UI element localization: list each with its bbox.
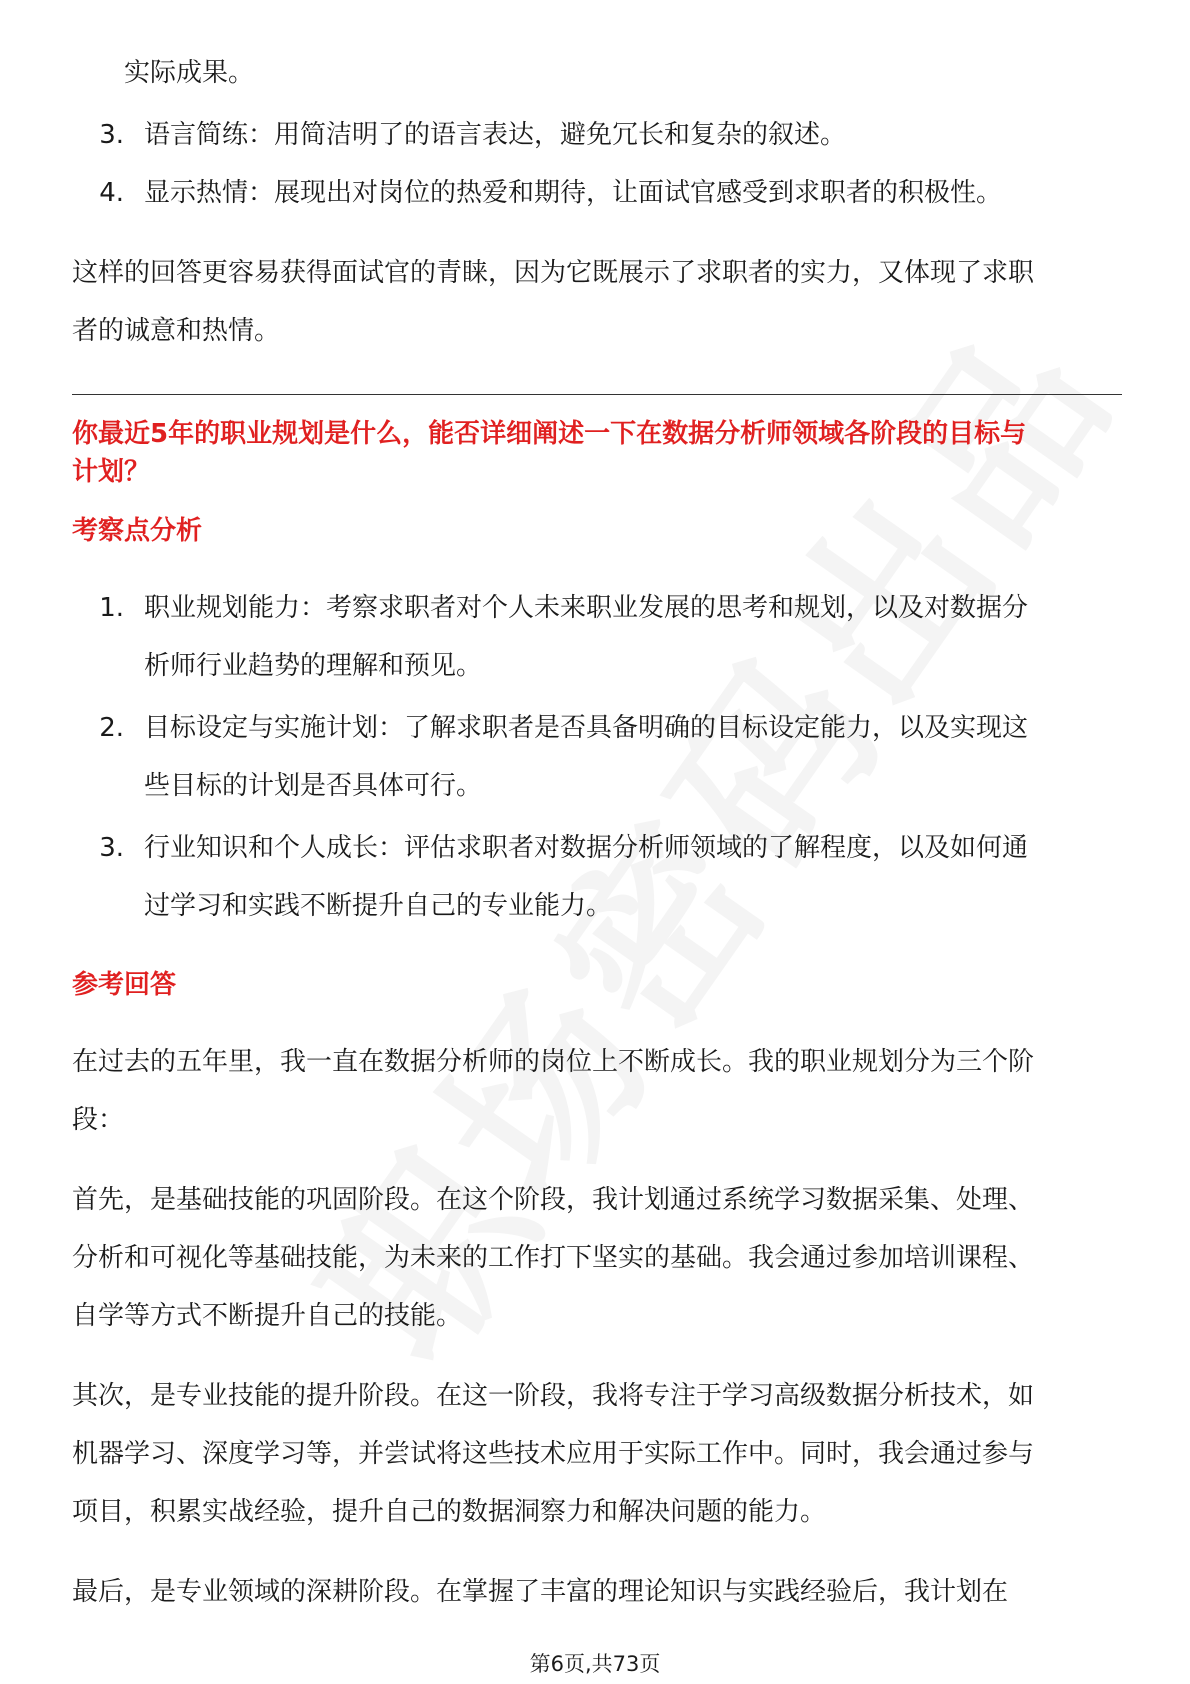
list-item [72, 106, 1122, 164]
list-number: 1. [99, 593, 124, 623]
answer-paragraph: 最后，是专业领域的深耕阶段。在掌握了丰富的理论知识与实践经验后，我计划在 [72, 1577, 1009, 1607]
analysis-list [72, 579, 1032, 935]
page-number: 第6页,共73页 [529, 1652, 661, 1676]
analysis-heading: 考察点分析 [72, 516, 203, 546]
list-continuation: 实际成果。 [124, 58, 255, 88]
list-item [72, 699, 1032, 815]
answer-paragraph: 在过去的五年里，我一直在数据分析师的岗位上不断成长。我的职业规划分为三个阶段： [72, 1047, 1035, 1135]
list-number: 2. [99, 713, 124, 743]
list-text: 语言简练：用简洁明了的语言表达，避免冗长和复杂的叙述。 [144, 120, 847, 150]
answer-paragraph: 首先，是基础技能的巩固阶段。在这个阶段，我计划通过系统学习数据采集、处理、分析和可视化等基础技能，为未来的工作打下坚实的基础。我会通过参加培训课程、自学等方式不断提升自己的技能。 [72, 1185, 1035, 1331]
answer-heading: 参考回答 [72, 970, 177, 1000]
list-text: 目标设定与实施计划：了解求职者是否具备明确的目标设定能力，以及实现这些目标的计划是否具体可行。 [144, 713, 1029, 801]
list-text: 职业规划能力：考察求职者对个人未来职业发展的思考和规划，以及对数据分析师行业趋势的理解和预见。 [144, 593, 1029, 681]
list-text: 行业知识和个人成长：评估求职者对数据分析师领域的了解程度，以及如何通过学习和实践不断提升自己的专业能力。 [144, 833, 1029, 921]
tips-list [72, 106, 1122, 222]
list-item [72, 579, 1032, 695]
list-text: 显示热情：展现出对岗位的热爱和期待，让面试官感受到求职者的积极性。 [144, 178, 1003, 208]
list-number: 3. [99, 833, 124, 863]
question-title: 你最近5年的职业规划是什么，能否详细阐述一下在数据分析师领域各阶段的目标与计划？ [72, 419, 1027, 487]
answer-paragraph: 其次，是专业技能的提升阶段。在这一阶段，我将专注于学习高级数据分析技术，如机器学习、深度学习等，并尝试将这些技术应用于实际工作中。同时，我会通过参与项目，积累实战经验，提升自己的数据洞察力和解决问题的能力。 [72, 1381, 1035, 1527]
list-item [72, 164, 1122, 222]
list-number: 4. [99, 178, 124, 208]
list-item [72, 819, 1032, 935]
summary-paragraph: 这样的回答更容易获得面试官的青睐，因为它既展示了求职者的实力，又体现了求职者的诚意和热情。 [72, 258, 1035, 346]
page-content [72, 44, 1122, 1621]
section-divider [72, 394, 1122, 395]
list-number: 3. [99, 120, 124, 150]
